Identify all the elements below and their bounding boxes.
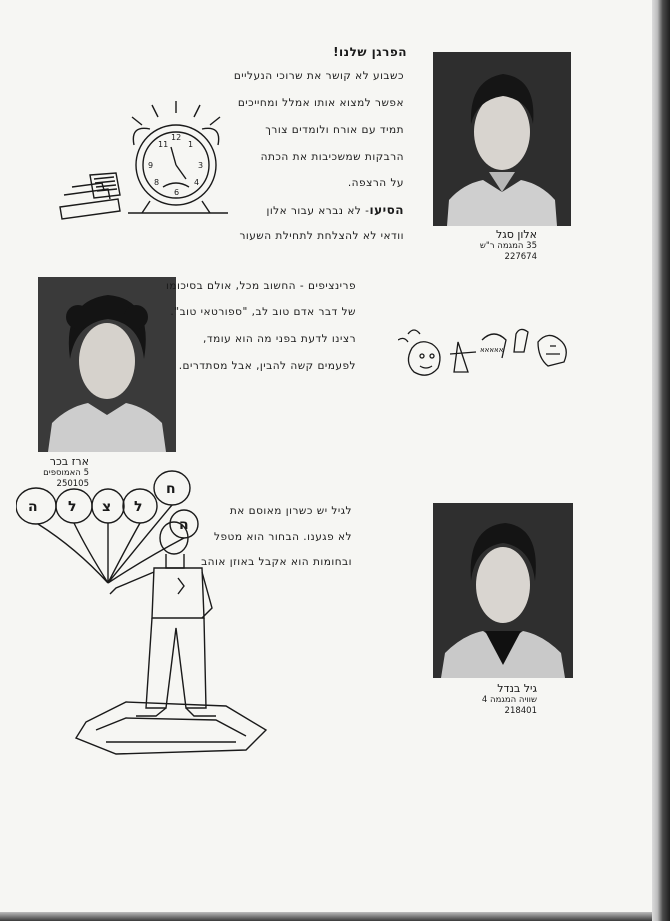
faces-doodle xyxy=(398,322,578,382)
balloon-letter: ה xyxy=(179,517,189,533)
student1-caption xyxy=(480,228,537,263)
student1-footer: וודאי לא להצלחת לתחילת השעור xyxy=(239,230,404,242)
student1-text-line: תמיד עם אורח ולומדים צורך xyxy=(265,124,404,136)
student1-quote-rest: - לא נברא עבור אלון xyxy=(266,205,370,217)
balloon-letter: ל xyxy=(134,499,143,515)
student1-unit: 35 המגמה ר"ש xyxy=(479,241,537,251)
svg-text:1: 1 xyxy=(188,140,194,149)
student3-id: 218401 xyxy=(504,706,537,716)
student2-name: ארז בכר xyxy=(49,455,89,468)
svg-text:אאאאא: אאאאא xyxy=(480,346,504,354)
student2-text-line: רצינו לדעת בפני מה הוא עומד, xyxy=(203,333,356,345)
svg-text:4: 4 xyxy=(194,178,200,187)
balloon-letter: ל xyxy=(68,499,77,515)
student3-caption xyxy=(482,682,537,717)
student3-photo xyxy=(433,503,573,678)
svg-text:9: 9 xyxy=(148,161,154,170)
balloon-letter: ח xyxy=(166,481,176,497)
student1-quote-label: הסיעו xyxy=(369,203,404,217)
student1-text-line: כשבוע לא קושר את שרוכי הנעליים xyxy=(233,70,404,82)
alarm-clock-doodle xyxy=(58,95,228,225)
student1-headline: הפרגן שלנו! xyxy=(333,45,407,59)
student3-text-line: לגיל יש כשרון מאוסם את xyxy=(229,505,352,517)
balloon-letter: צ xyxy=(102,499,112,515)
student2-unit: 5 האמוספים xyxy=(43,468,89,478)
svg-text:6: 6 xyxy=(174,188,180,197)
student3-text-line: לא פגענו. הבחור הוא מטפל xyxy=(214,531,352,543)
student1-text-line: הרבקות שמשכיבות את הכתה xyxy=(260,151,404,163)
student2-id: 250105 xyxy=(56,479,89,489)
student1-photo xyxy=(433,52,571,226)
binding-edge xyxy=(652,0,670,921)
scan-bottom-edge xyxy=(0,912,652,921)
svg-text:8: 8 xyxy=(154,178,160,187)
student2-text-line: של דבר אדם טוב לב, "ספורטאי טוב". xyxy=(170,306,356,318)
student3-unit: שוויה המגמה 4 xyxy=(481,695,537,705)
student2-photo xyxy=(38,277,176,452)
svg-text:3: 3 xyxy=(198,161,204,170)
svg-text:12: 12 xyxy=(171,133,182,142)
balloon-letter: ה xyxy=(28,499,38,515)
student1-text-line: על הרצפה. xyxy=(347,177,404,189)
svg-text:11: 11 xyxy=(158,140,169,149)
student1-name: אלון סגל xyxy=(495,228,537,241)
student1-id: 227674 xyxy=(504,252,537,262)
student1-quote xyxy=(266,203,404,217)
student2-text-line: לפעמים קשה להבין, אבל מסתדרים. xyxy=(178,360,356,372)
student3-text-line: ובחומות הוא אקבל באוזן אוהב xyxy=(201,556,352,568)
student1-text-line: אפשר למצוא אותו אמלל ומחייכים xyxy=(237,97,404,109)
student3-name: גיל בנדל xyxy=(497,682,537,695)
student2-text-line: פרינציפים - החשוב מכל, אולם בסיכומו xyxy=(166,280,356,292)
